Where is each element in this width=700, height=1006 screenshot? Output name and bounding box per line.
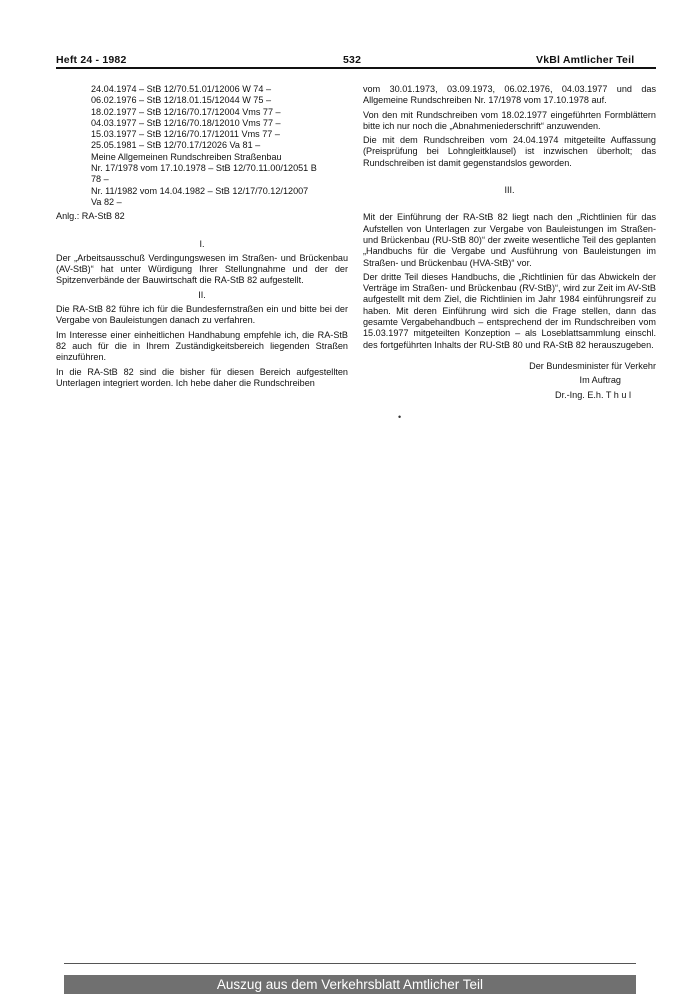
section-2-paragraph: Die RA-StB 82 führe ich für die Bundesfernstraßen ein und bitte bei der Vergabe von Bauleistungen danach zu verfahren. [56, 304, 348, 326]
right-column [363, 84, 656, 401]
signature-name: Dr.-Ing. E.h. T h u l [555, 389, 631, 400]
reference-line: 24.04.1974 – StB 12/70.51.01/12006 W 74 – [91, 84, 271, 94]
left-column [56, 84, 348, 389]
header-divider [56, 67, 656, 69]
footer-banner: Auszug aus dem Verkehrsblatt Amtlicher Teil [64, 975, 636, 994]
reference-line: 04.03.1977 – StB 12/16/70.18/12010 Vms 77 – [91, 117, 281, 128]
signature-authority: Der Bundesminister für Verkehr [529, 360, 656, 371]
section-1-paragraph: Der „Arbeitsausschuß Verdingungswesen im Straßen- und Brückenbau (AV-StB)“ hat unter Würdigung Ihrer Stellungnahme und der der Spitzenverbände der Bauwirtschaft die RA-StB 82 aufgestellt. [56, 252, 348, 286]
reference-list [56, 84, 348, 208]
circular-line: Va 82 – [91, 196, 122, 207]
scan-speck: • [398, 412, 402, 422]
reference-line: 06.02.1976 – StB 12/18.01.15/12044 W 75 – [91, 95, 271, 106]
issue-label: Heft 24 - 1982 [56, 54, 127, 66]
reference-line: 18.02.1977 – StB 12/16/70.17/12004 Vms 77 – [91, 106, 281, 117]
page-number: 532 [343, 54, 362, 66]
attachment-note: Anlg.: RA-StB 82 [56, 211, 125, 222]
section-3-paragraph: Mit der Einführung der RA-StB 82 liegt nach den „Richtlinien für das Aufstellen von Unterlagen zur Vergabe von Bauleistungen im Straßen- und Brückenbau (RU-StB 80)“ der zweite wesentliche Teil des geplanten „Handbuchs für die Vergabe und Ausführung von Bauleistungen im Straßen- und Brückenbau (HVA-StB)“ vor. [363, 212, 656, 268]
body-paragraph: vom 30.01.1973, 03.09.1973, 06.02.1976, 04.03.1977 und das Allgemeine Rundschreiben Nr. 17/1978 vom 17.10.1978 auf. [363, 84, 656, 106]
reference-line: 25.05.1981 – StB 12/70.17/12026 Va 81 – [91, 140, 261, 151]
circular-line: 78 – [91, 174, 109, 185]
section-heading-1: I. [199, 238, 205, 249]
circular-line: Nr. 17/1978 vom 17.10.1978 – StB 12/70.11.00/12051 B [91, 163, 317, 174]
section-3-paragraph: Der dritte Teil dieses Handbuchs, die „Richtlinien für das Abwickeln der Verträge im Straßen- und Brückenbau (RV-StB)“, wird zur Zeit im AV-StB aufgestellt mit dem Ziel, die Richtlinien im Jahr 1984 einführungsreif zu haben. Mit deren Einführung wird sich die Frage stellen, dann das gesamte Vergabehandbuch – entsprechend der im Rundschreiben vom 15.03.1977 mitgeteilten Konzeption – als Loseblattsammlung einschl. des fortgeführten Inhalts der RU-StB 80 und RA-StB 82 herauszugeben. [363, 271, 656, 350]
section-heading-2: II. [198, 289, 206, 300]
publication-label: VkBl Amtlicher Teil [536, 54, 635, 66]
signature-on-behalf: Im Auftrag [579, 375, 621, 386]
section-2-paragraph: Im Interesse einer einheitlichen Handhabung empfehle ich, die RA-StB 82 auch für die in Ihrem Zuständigkeitsbereich liegenden Straßen einzuführen. [56, 329, 348, 363]
body-paragraph: Die mit dem Rundschreiben vom 24.04.1974 mitgeteilte Auffassung (Preisprüfung bei Lohngleitklausel) ist inzwischen überholt; das Rundschreiben ist damit gegenstandslos geworden. [363, 135, 656, 168]
circular-line: Nr. 11/1982 vom 14.04.1982 – StB 12/17/70.12/12007 [91, 185, 309, 196]
footer-divider [64, 963, 636, 964]
circular-line: Meine Allgemeinen Rundschreiben Straßenbau [91, 151, 282, 162]
section-heading-3: III. [504, 185, 515, 196]
reference-line: 15.03.1977 – StB 12/16/70.17/12011 Vms 77 – [91, 129, 280, 140]
body-paragraph: Von den mit Rundschreiben vom 18.02.1977 eingeführten Formblättern bitte ich nur noch die „Abnahmeniederschrift“ anzuwenden. [363, 109, 656, 131]
section-2-paragraph: In die RA-StB 82 sind die bisher für diesen Bereich aufgestellten Unterlagen integriert worden. Ich hebe daher die Rundschreiben [56, 366, 348, 388]
